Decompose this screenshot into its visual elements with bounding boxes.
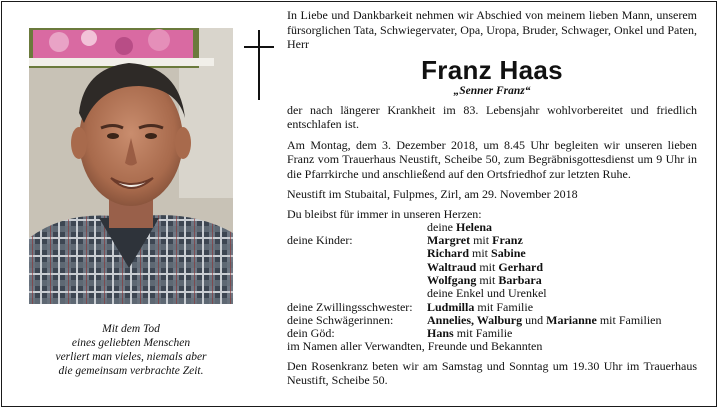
relation-label: deine Zwillingsschwester: xyxy=(287,299,413,314)
relative-row-child xyxy=(287,234,697,247)
relative-row-twin xyxy=(287,301,697,314)
funeral-text: Am Montag, dem 3. Dezember 2018, um 8.45 Uhr begleiten wir unseren lieben Franz vom Trauerhaus Neustift, Scheibe 50, zum Begräbnisgottesdienst um 9 Uhr in die Pfarrkirche und anschließend auf den Ortsfriedhof zur letzten Ruhe. xyxy=(287,137,697,181)
connector-text: mit Familie xyxy=(474,299,534,314)
relative-name: Marianne xyxy=(546,312,597,327)
connector-text: mit Familie xyxy=(453,326,513,341)
connector-text: mit Familien xyxy=(596,312,662,327)
relative-row-child xyxy=(287,261,697,274)
relative-name: Franz xyxy=(492,233,523,248)
relative-row-inlaws xyxy=(287,314,697,327)
relation-label: deine Schwägerinnen: xyxy=(287,312,394,327)
connector-text: mit xyxy=(470,233,493,248)
relative-name: Margret xyxy=(427,233,471,248)
relation-text: deine Enkel und Urenkel xyxy=(427,286,547,301)
connector-text: mit xyxy=(476,259,499,274)
connector-text: mit xyxy=(476,272,499,287)
relative-name: Wolfgang xyxy=(427,272,477,287)
relative-name: Ludmilla xyxy=(427,299,475,314)
quote-line: Mit dem Tod xyxy=(102,323,160,335)
intro-text: In Liebe und Dankbarkeit nehmen wir Abschied von meinem lieben Mann, unserem fürsorglichen Tata, Schwiegervater, Opa, Uropa, Bruder, Schwager, Onkel und Paten, Herr xyxy=(287,8,697,51)
obituary-notice xyxy=(1,1,717,407)
others-line: im Namen aller Verwandten, Freunde und Bekannten xyxy=(287,339,543,354)
notice-text xyxy=(287,8,697,394)
portrait-image xyxy=(29,28,233,304)
motto: Du bleibst für immer in unseren Herzen: xyxy=(287,206,482,221)
relation-text: deine xyxy=(427,219,456,234)
relative-name: Helena xyxy=(456,219,492,234)
place-date: Neustift im Stubaital, Fulpmes, Zirl, am 29. November 2018 xyxy=(287,187,578,201)
relative-name: Barbara xyxy=(498,272,542,287)
quote-line: die gemeinsam verbrachte Zeit. xyxy=(58,365,204,377)
relative-name: Hans xyxy=(427,326,454,341)
quote-line: verliert man vieles, niemals aber xyxy=(55,351,207,363)
deceased-name: Franz Haas xyxy=(421,54,563,85)
relative-name: Gerhard xyxy=(498,259,544,274)
relative-row-wife xyxy=(287,221,697,234)
memorial-quote xyxy=(29,322,233,378)
connector-text: und xyxy=(522,312,547,327)
relative-name: Richard xyxy=(427,246,469,261)
passing-text: der nach längerer Krankheit im 83. Lebensjahr wohlvorbereitet und friedlich entschlafen ist. xyxy=(287,102,697,131)
relative-row-child xyxy=(287,247,697,260)
connector-text: mit xyxy=(469,246,492,261)
portrait-photo xyxy=(29,28,233,304)
rosary-text: Den Rosenkranz beten wir am Samstag und Sonntag um 19.30 Uhr im Trauerhaus Neustift, Scheibe 50. xyxy=(287,358,697,388)
relative-row-grandchildren xyxy=(287,287,697,300)
relative-name: Waltraud xyxy=(427,259,477,274)
relative-row-child xyxy=(287,274,697,287)
relation-label: dein Göd: xyxy=(287,326,335,341)
cross-icon xyxy=(244,30,274,100)
relative-name: Sabine xyxy=(491,246,526,261)
quote-line: eines geliebten Menschen xyxy=(71,337,191,349)
relative-name: Annelies, Walburg xyxy=(427,312,523,327)
relative-row-godchild xyxy=(287,327,697,340)
relation-label: deine Kinder: xyxy=(287,233,353,248)
deceased-nickname: „Senner Franz“ xyxy=(453,84,531,97)
